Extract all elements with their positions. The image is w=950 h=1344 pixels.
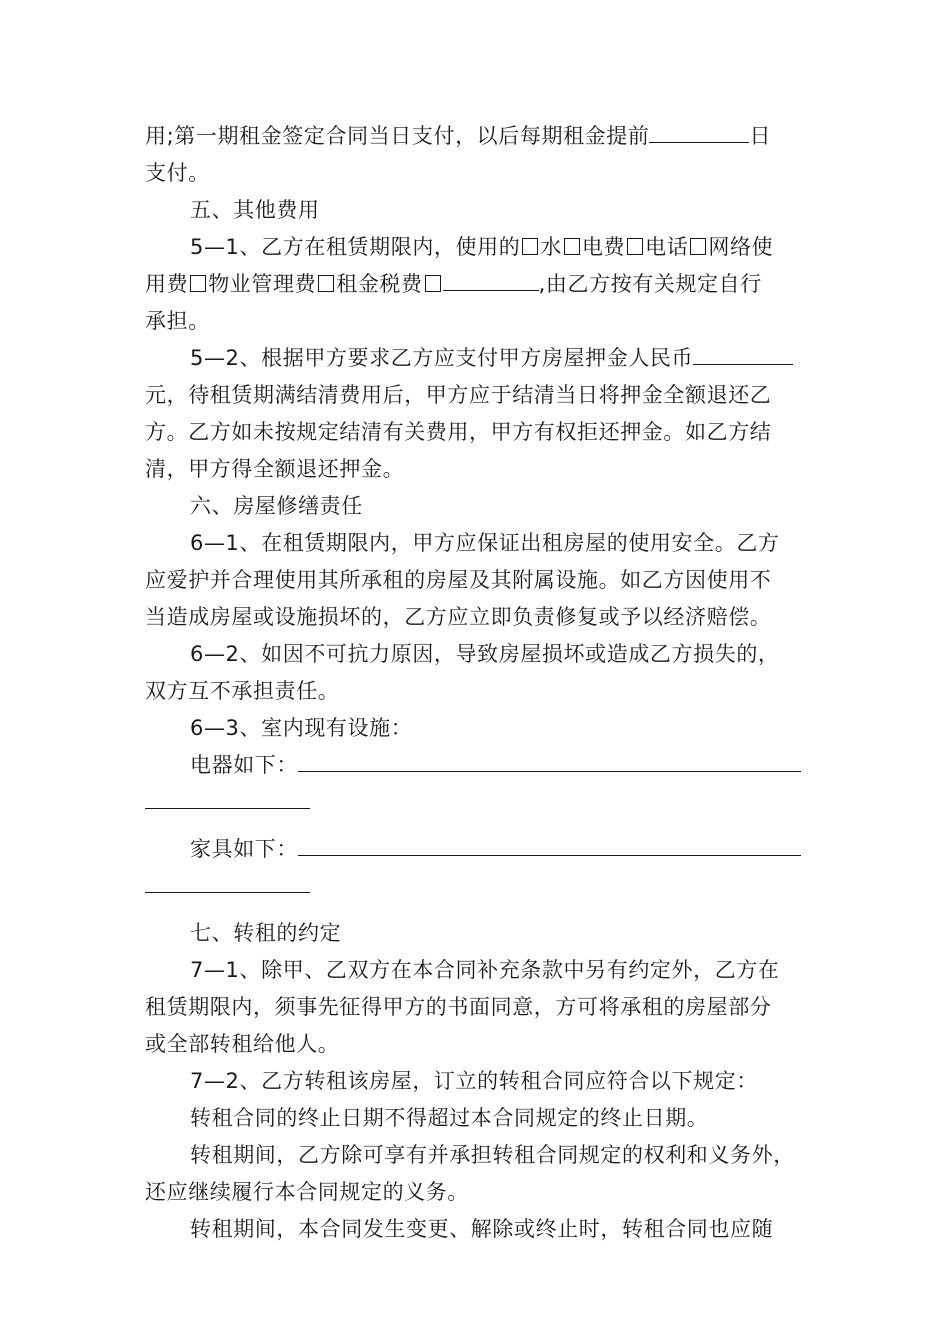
clause-7-1-line-3: 或全部转租给他人。 — [145, 1032, 340, 1056]
electricity-checkbox — [564, 238, 580, 255]
furniture-line — [145, 831, 807, 868]
spacer — [145, 821, 807, 831]
property-fee-label: 物业管理费 — [208, 272, 317, 296]
clause-5-2-line-2: 元，待租赁期满结清费用后，甲方应于结清当日将押金全额退还乙 — [145, 383, 772, 407]
clause-5-1-line-3: 承担。 — [145, 309, 210, 333]
clause-6-1-line-2: 应爱护并合理使用其所承租的房屋及其附属设施。如乙方因使用不 — [145, 568, 772, 592]
network-fee-label: 用费 — [145, 272, 189, 296]
other-fee-blank — [443, 270, 539, 291]
clause-5-1-line-1 — [145, 229, 807, 266]
rent-tax-label: 租金税费 — [336, 272, 423, 296]
clause-6-1-line-3: 当造成房屋或设施损坏的，乙方应立即负责修复或予以经济赔偿。 — [145, 605, 772, 629]
clause-6-2-line-2: 双方互不承担责任。 — [145, 679, 340, 703]
network-label: 网络使 — [708, 235, 774, 259]
clause-5-1-tail: ,由乙方按有关规定自行 — [538, 272, 762, 296]
rent-payment-line-2: 支付。 — [145, 161, 210, 185]
appliances-blank — [298, 751, 801, 772]
phone-checkbox — [627, 238, 643, 255]
section-7-heading: 七、转租的约定 — [190, 921, 342, 945]
appliances-label: 电器如下： — [190, 753, 298, 777]
days-in-advance-blank — [649, 122, 749, 143]
furniture-blank-continued — [145, 872, 310, 893]
clause-6-1-line-1: 6—1、在租赁期限内，甲方应保证出租房屋的使用安全。乙方 — [190, 531, 780, 555]
property-fee-checkbox — [190, 275, 206, 292]
appliances-blank-continued — [145, 788, 310, 809]
water-label: 水 — [540, 235, 562, 259]
clause-7-1-line-1: 7—1、除甲、乙双方在本合同补充条款中另有约定外，乙方在 — [190, 958, 780, 982]
clause-5-1-line-2 — [145, 266, 807, 303]
furniture-blank — [298, 835, 801, 856]
clause-6-3: 6—3、室内现有设施： — [190, 716, 413, 740]
rent-payment-line — [145, 118, 807, 155]
sublease-rights-line-1: 转租期间，乙方除可享有并承担转租合同规定的权利和义务外， — [190, 1143, 795, 1167]
sublease-term-rule: 转租合同的终止日期不得超过本合同规定的终止日期。 — [190, 1106, 709, 1130]
clause-7-1-line-2: 租赁期限内，须事先征得甲方的书面同意，方可将承租的房屋部分 — [145, 995, 772, 1019]
electricity-label: 电费 — [581, 235, 626, 259]
other-fee-checkbox — [425, 275, 441, 292]
water-checkbox — [522, 238, 538, 255]
appliances-line-2 — [145, 784, 807, 821]
sublease-rights-line-2: 还应继续履行本合同规定的义务。 — [145, 1180, 469, 1204]
deposit-text: 5—2、根据甲方要求乙方应支付甲方房屋押金人民币 — [190, 346, 694, 370]
rent-payment-day-text: 日 — [749, 124, 772, 148]
phone-label: 电话 — [645, 235, 689, 259]
appliances-line — [145, 747, 807, 784]
furniture-label: 家具如下： — [190, 837, 298, 861]
network-checkbox — [690, 238, 706, 255]
clause-5-2-line-1 — [145, 340, 807, 377]
document-body — [145, 118, 807, 1248]
sublease-change-line: 转租期间，本合同发生变更、解除或终止时，转租合同也应随 — [190, 1217, 774, 1241]
clause-5-2-line-4: 清，甲方得全额退还押金。 — [145, 457, 405, 481]
deposit-amount-blank — [693, 344, 793, 365]
clause-5-2-line-3: 方。乙方如未按规定结清有关费用，甲方有权拒还押金。如乙方结 — [145, 420, 772, 444]
furniture-line-2 — [145, 868, 807, 905]
spacer — [145, 905, 807, 915]
section-5-heading: 五、其他费用 — [190, 198, 320, 222]
section-6-heading: 六、房屋修缮责任 — [190, 494, 363, 518]
clause-6-2-line-1: 6—2、如因不可抗力原因，导致房屋损坏或造成乙方损失的， — [190, 642, 780, 666]
rent-tax-checkbox — [318, 275, 334, 292]
clause-5-1-text: 5—1、乙方在租赁期限内，使用的 — [190, 235, 521, 259]
rent-payment-text: 用;第一期租金签定合同当日支付，以后每期租金提前 — [145, 124, 650, 148]
clause-7-2: 7—2、乙方转租该房屋，订立的转租合同应符合以下规定： — [190, 1069, 758, 1093]
